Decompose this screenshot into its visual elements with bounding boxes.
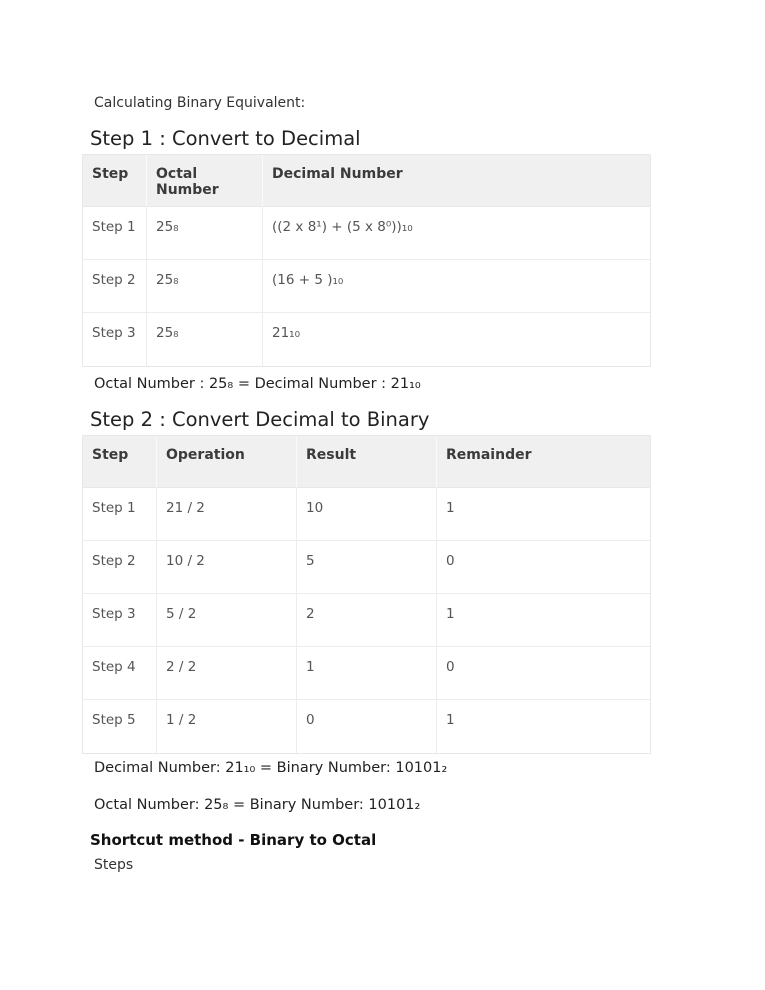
cell-decimal-number: ((2 x 8¹) + (5 x 8⁰))₁₀ (263, 207, 650, 260)
cell-result: 1 (297, 647, 437, 700)
octal-decimal-result: Octal Number : 25₈ = Decimal Number : 21₁₀ (94, 376, 421, 392)
table-row (83, 313, 650, 366)
cell-operation: 10 / 2 (157, 541, 297, 594)
table-header-row (83, 436, 650, 488)
cell-octal-number: 25₈ (147, 260, 263, 313)
table-row (83, 260, 650, 313)
cell-step: Step 5 (83, 700, 157, 753)
column-header-remainder: Remainder (437, 436, 650, 488)
cell-step: Step 1 (83, 207, 147, 260)
cell-decimal-number: 21₁₀ (272, 325, 301, 341)
column-header-decimal-number: Decimal Number (263, 155, 650, 207)
table-row (83, 700, 650, 753)
column-header-step: Step (83, 155, 147, 207)
cell-step: Step 4 (83, 647, 157, 700)
cell-octal-number: 25₈ (147, 313, 263, 366)
decimal-to-binary-table (82, 435, 651, 754)
step2-heading: Step 2 : Convert Decimal to Binary (90, 408, 430, 431)
column-header-operation: Operation (157, 436, 297, 488)
table-row (83, 541, 650, 594)
cell-decimal-number: (16 + 5 )₁₀ (263, 260, 650, 313)
cell-remainder: 0 (437, 541, 650, 594)
cell-octal-number: 25₈ (147, 207, 263, 260)
cell-result: 10 (297, 488, 437, 541)
cell-result: 0 (297, 700, 437, 753)
intro-text: Calculating Binary Equivalent: (94, 95, 306, 111)
table-row (83, 594, 650, 647)
table-header-row (83, 155, 650, 207)
content-area (82, 0, 649, 874)
decimal-binary-result: Decimal Number: 21₁₀ = Binary Number: 10101₂ (94, 760, 448, 776)
step1-heading: Step 1 : Convert to Decimal (90, 127, 361, 150)
cell-step: Step 3 (83, 594, 157, 647)
cell-result: 5 (297, 541, 437, 594)
cell-remainder: 1 (437, 594, 650, 647)
steps-label: Steps (94, 857, 134, 873)
table-row (83, 647, 650, 700)
table-row (83, 488, 650, 541)
column-header-octal-number: Octal Number (147, 155, 263, 207)
cell-step: Step 1 (83, 488, 157, 541)
octal-binary-result: Octal Number: 25₈ = Binary Number: 10101₂ (94, 797, 421, 813)
cell-result: 2 (297, 594, 437, 647)
table-row (83, 207, 650, 260)
cell-remainder: 1 (446, 712, 455, 728)
cell-remainder: 1 (437, 488, 650, 541)
cell-step: Step 2 (83, 260, 147, 313)
shortcut-method-heading: Shortcut method - Binary to Octal (90, 831, 377, 849)
cell-operation: 21 / 2 (157, 488, 297, 541)
column-header-result: Result (297, 436, 437, 488)
column-header-step: Step (83, 436, 157, 488)
octal-to-decimal-table (82, 154, 651, 367)
cell-operation: 5 / 2 (157, 594, 297, 647)
cell-step: Step 3 (83, 313, 147, 366)
cell-remainder: 0 (437, 647, 650, 700)
cell-operation: 2 / 2 (157, 647, 297, 700)
cell-operation: 1 / 2 (157, 700, 297, 753)
cell-step: Step 2 (83, 541, 157, 594)
